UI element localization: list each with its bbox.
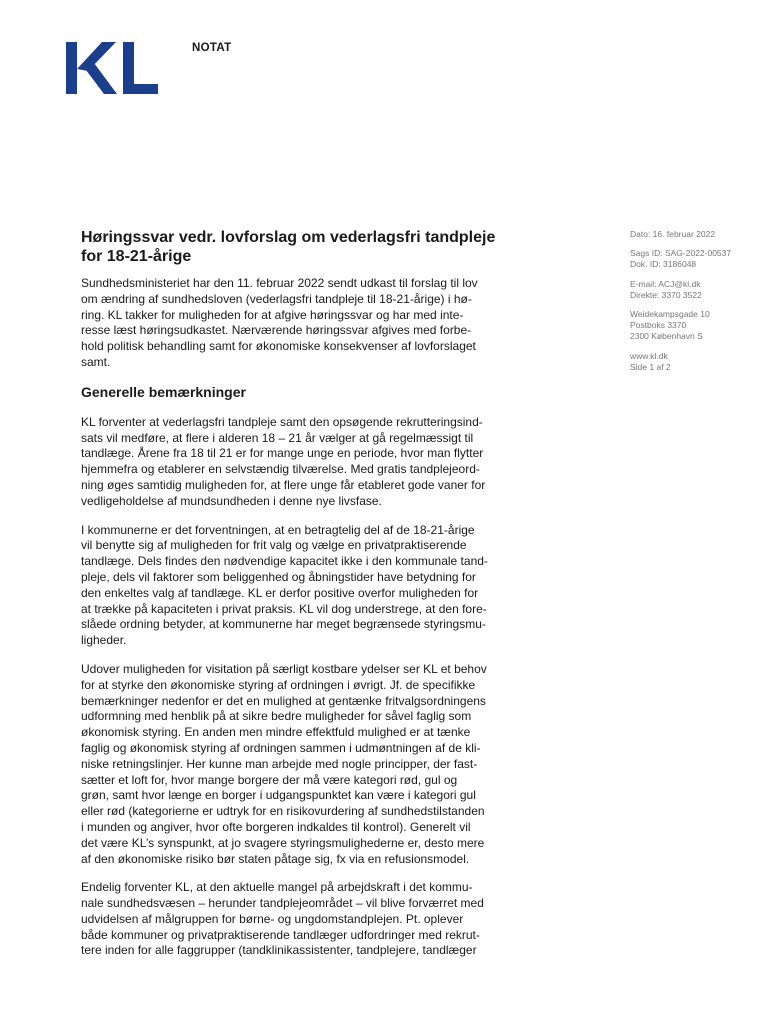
- document-body: [81, 228, 521, 972]
- document-title: [81, 228, 521, 266]
- meta-doc-id: Dok. ID: 3186048: [630, 259, 697, 270]
- text-line: om ændring af sundhedsloven (vederlagsfri tandpleje til 18-21-årige) i hø-: [81, 291, 472, 306]
- text-line: samt.: [81, 354, 111, 369]
- text-line: tandlæge. Årene fra 18 til 21 er for mange unge en periode, hvor man flytter: [81, 446, 484, 461]
- text-line: både kommuner og privatpraktiserende tandlæger udfordringer med rekrut-: [81, 927, 480, 942]
- text-line: hold politisk behandling samt for økonomiske konsekvenser af lovforslaget: [81, 339, 476, 354]
- meta-case-id: Sags ID: SAG-2022-00537: [630, 248, 732, 259]
- text-line: sætter et loft for, hvor mange borgere der må være kategori rød, gul og: [81, 772, 458, 787]
- text-line: i munden og angiver, hvor ofte borgeren indkaldes til kontrol). Generelt vil: [81, 819, 471, 834]
- text-line: grøn, samt hvor længe en borger i udgangspunktet kan være i kategori gul: [81, 788, 476, 803]
- text-line: nale sundhedsvæsen – herunder tandplejeområdet – vil blive forværret med: [81, 896, 484, 911]
- meta-pobox: Postboks 3370: [630, 320, 687, 331]
- document-metadata: [630, 229, 760, 373]
- document-type-label: NOTAT: [192, 42, 232, 54]
- text-line: udformning med henblik på at sikre bedre muligheder for såvel faglig som: [81, 709, 472, 724]
- text-line: for at styrke den økonomiske styring af ordningen i øvrigt. Jf. de specifikke: [81, 677, 476, 692]
- text-line: resse læst høringsudkastet. Nærværende høringssvar afgives med forbe-: [81, 323, 472, 338]
- text-line: faglig og økonomisk styring af ordningen sammen i udmøntningen af de kli-: [81, 740, 481, 755]
- paragraph-2: [81, 523, 521, 649]
- meta-date: Dato: 16. februar 2022: [630, 229, 716, 239]
- text-line: sats vil medføre, at flere i alderen 18 – 21 år vælger at gå regelmæssigt til: [81, 430, 474, 445]
- kl-logo: [66, 42, 158, 94]
- text-line: Endelig forventer KL, at den aktuelle mangel på arbejdskraft i det kommu-: [81, 880, 473, 895]
- text-line: tandlæge. Dels findes den nødvendige kapacitet ikke i den kommunale tand-: [81, 554, 488, 569]
- meta-website[interactable]: www.kl.dk: [630, 350, 668, 361]
- text-line: I kommunerne er det forventningen, at en betragtelig del af de 18-21-årige: [81, 522, 475, 537]
- text-line: bemærkninger nedenfor er det en mulighed at gentænke fritvalgsordningens: [81, 693, 486, 708]
- text-line: ning øges samtidig muligheden for, at flere unge får etableret gode vaner for: [81, 477, 486, 492]
- meta-street: Weidekampsgade 10: [630, 309, 710, 320]
- text-line: hjemmefra og etablerer en selvstændig tilværelse. Med gratis tandplejeord-: [81, 462, 480, 477]
- text-line: den enkeltes valg af tandlæge. KL er derfor positive overfor muligheden for: [81, 585, 479, 600]
- text-line: økonomisk styring. En anden men mindre effektfuld mulighed er at tænke: [81, 725, 471, 740]
- paragraph-3: [81, 662, 521, 867]
- text-line: niske retningslinjer. Her kunne man arbejde med nogle principper, der fast-: [81, 756, 478, 771]
- title-line: Høringssvar vedr. lovforslag om vederlagsfri tandpleje: [81, 229, 496, 246]
- text-line: slåede ordning betyder, at kommunerne har meget begrænsede styringsmu-: [81, 617, 486, 632]
- meta-page-number: Side 1 af 2: [630, 361, 671, 372]
- text-line: tere inden for alle faggrupper (tandklinikassistenter, tandplejere, tandlæger: [81, 943, 477, 958]
- paragraph-1: [81, 415, 521, 510]
- text-line: eller rød (kategorierne er udtryk for en risikovurdering af sundhedstilstanden: [81, 804, 485, 819]
- meta-phone: Direkte: 3370 3522: [630, 289, 702, 300]
- title-line: for 18-21-årige: [81, 248, 192, 265]
- text-line: KL forventer at vederlagsfri tandpleje samt den opsøgende rekrutteringsind-: [81, 414, 483, 429]
- meta-city: 2300 København S: [630, 331, 703, 342]
- intro-paragraph: [81, 276, 521, 371]
- text-line: Udover muligheden for visitation på særligt kostbare ydelser ser KL et behov: [81, 661, 487, 676]
- text-line: at trække på kapaciteten i privat praksis. KL vil dog understrege, at den fore-: [81, 601, 487, 616]
- text-line: udvidelsen af målgruppen for børne- og ungdomstandplejen. Pt. oplever: [81, 911, 464, 926]
- meta-email[interactable]: E-mail: ACJ@kl.dk: [630, 278, 701, 289]
- text-line: ligheder.: [81, 633, 127, 648]
- text-line: af den økonomiske risiko bør staten påtage sig, fx via en refusionsmodel.: [81, 851, 470, 866]
- paragraph-4: [81, 880, 521, 959]
- text-line: vedligeholdelse af mundsundheden i denne nye livsfase.: [81, 493, 382, 508]
- text-line: Sundhedsministeriet har den 11. februar 2022 sendt udkast til forslag til lov: [81, 276, 478, 290]
- text-line: pleje, dels vil faktorer som beliggenhed og åbningstider have betydning for: [81, 569, 476, 584]
- text-line: ring. KL takker for muligheden for at afgive høringssvar og har med inte-: [81, 307, 464, 322]
- text-line: det være KL’s synspunkt, at jo svagere styringsmulighederne er, desto mere: [81, 835, 485, 850]
- section-heading: Generelle bemærkninger: [81, 383, 246, 400]
- text-line: vil benytte sig af muligheden for frit valg og vælge en privatpraktiserende: [81, 538, 467, 553]
